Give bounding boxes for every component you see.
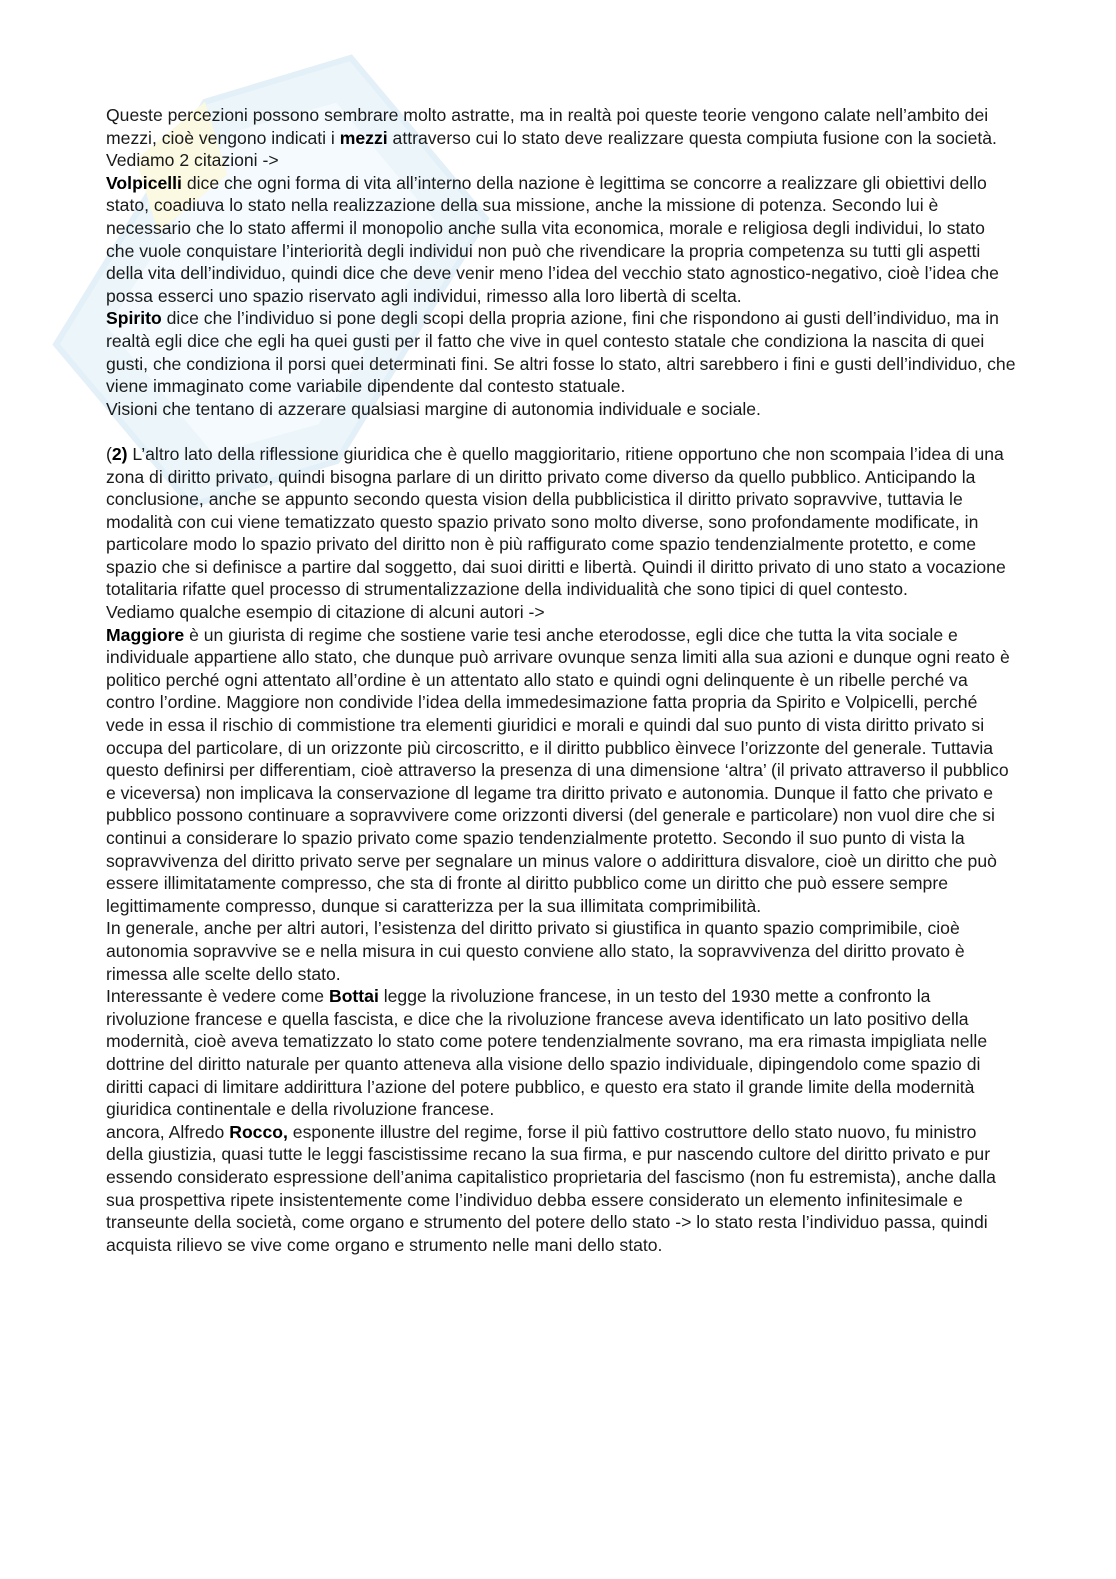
bold-text: 2) — [111, 443, 128, 464]
paragraph — [106, 104, 1018, 172]
text-run: legge la rivoluzione francese, in un testo del 1930 mette a confronto la rivoluzione francese e quella fascista, e dice che la rivoluzione francese aveva identificato un lato positivo della modernità, cioè aveva tematizzato lo stato come potere tendenzialmente sovrano, ma era rimasta impigliata nelle dottrine del diritto naturale per quanto atteneva alla visione dello spazio individuale, dipingendolo come spazio di diritti capaci di limitare addirittura l’azione del potere pubblico, e questo era stato il grande limite della modernità giuridica continentale e della rivoluzione francese. — [106, 986, 988, 1120]
paragraph-gap — [106, 420, 1018, 443]
text-run: Queste percezioni possono sembrare molto astratte, ma in realtà poi queste teorie vengono calate nell’ambito dei mezzi, cioè vengono indicati i — [106, 105, 989, 148]
text-run: dice che l’individuo si pone degli scopi della propria azione, fini che rispondono ai gusti dell’individuo, ma in realtà egli dice che egli ha quei gusti per il fatto che vive in quel contesto statale che condiziona la nascita di quei gusti, che condiziona il porsi quei determinati fini. Se altri fosse lo stato, altri sarebbero i fini e gusti dell’individuo, che viene immaginato come variabile dipendente dal contesto statuale. — [106, 308, 1016, 397]
paragraph — [106, 624, 1018, 918]
bold-text: Maggiore — [106, 624, 185, 645]
paragraph — [106, 601, 1018, 624]
paragraph — [106, 398, 1018, 421]
text-run: ancora, Alfredo — [106, 1121, 230, 1142]
paragraph — [106, 985, 1018, 1121]
text-run: Interessante è vedere come — [106, 986, 329, 1007]
paragraph — [106, 307, 1018, 397]
bold-text: mezzi — [339, 127, 388, 148]
text-run: In generale, anche per altri autori, l’esistenza del diritto privato si giustifica in quanto spazio comprimibile, cioè autonomia sopravvive se e nella misura in cui questo conviene allo stato, la sopravvivenza del diritto provato è rimessa alle scelte dello stato. — [106, 918, 965, 984]
document-body — [106, 104, 1018, 1256]
bold-text: Rocco, — [229, 1121, 288, 1142]
bold-text: Volpicelli — [106, 172, 182, 193]
text-run: dice che ogni forma di vita all’interno della nazione è legittima se concorre a realizzare gli obiettivi dello stato, coadiuva lo stato nella realizzazione della sua missione, anche la missione di potenza. Secondo lui è necessario che lo stato affermi il monopolio anche sulla vita economica, morale e religiosa degli individui, lo stato che vuole conquistare l’interiorità degli individui non può che rivendicare la propria competenza su tutti gli aspetti della vita dell’individuo, quindi dice che deve venir meno l’idea del vecchio stato agnostico-negativo, cioè l’idea che possa esserci uno spazio riservato agli individui, rimesso alla loro libertà di scelta. — [106, 172, 999, 306]
paragraph — [106, 443, 1018, 601]
paragraph — [106, 917, 1018, 985]
text-run: ( — [106, 443, 112, 464]
paragraph — [106, 172, 1018, 308]
text-run: è un giurista di regime che sostiene varie tesi anche eterodosse, egli dice che tutta la vita sociale e individuale appartiene allo stato, che dunque può arrivare ovunque senza limiti alla sua azioni e dunque ogni reato è politico perché ogni attentato all’ordine è un attentato allo stato e quindi ogni delinquente è un ribelle perché va contro l’ordine. Maggiore non condivide l’idea della immedesimazione fatta propria da Spirito e Volpicelli, perché vede in essa il rischio di commistione tra elementi giuridici e morali e quindi dal suo punto di vista diritto privato si occupa del particolare, di un orizzonte più circoscritto, e il diritto pubblico èinvece l’orizzonte del generale. Tuttavia questo definirsi per differentiam, cioè attraverso la presenza di una dimensione ‘altra’ (il privato attraverso il pubblico e viceversa) non implicava la conservazione dl legame tra diritto privato e autonomia. Dunque il fatto che privato e pubblico possono continuare a sopravvivere come orizzonti diversi (del generale e particolare) non vuol dire che si continui a considerare lo spazio privato come spazio tendenzialmente protetto. Secondo il suo punto di vista la sopravvivenza del diritto privato serve per segnalare un minus valore o addirittura disvalore, cioè un diritto che può essere illimitatamente compresso, che sta di fronte al diritto pubblico come un diritto che può essere sempre legittimamente compresso, dunque si caratterizza per la sua illimitata comprimibilità. — [106, 624, 1010, 916]
bold-text: Spirito — [106, 308, 162, 329]
text-run: Visioni che tentano di azzerare qualsiasi margine di autonomia individuale e sociale. — [106, 398, 761, 419]
text-run: esponente illustre del regime, forse il più fattivo costruttore dello stato nuovo, fu ministro della giustizia, quasi tutte le leggi fascistissime recano la sua firma, e pur nascendo cultore del diritto privato e pur essendo considerato espressione dell’anima capitalistico proprietaria del fascismo (non fu estremista), anche dalla sua prospettiva ripete insistentemente come l’individuo debba essere considerato un elemento infinitesimale e transeunte della società, come organo e strumento del potere dello stato -> lo stato resta l’individuo passa, quindi acquista rilievo se vive come organo e strumento nelle mani dello stato. — [106, 1121, 996, 1255]
paragraph — [106, 1121, 1018, 1257]
bold-text: Bottai — [328, 986, 379, 1007]
text-run: Vediamo qualche esempio di citazione di alcuni autori -> — [106, 602, 545, 623]
text-run: L’altro lato della riflessione giuridica che è quello maggioritario, ritiene opportuno che non scompaia l’idea di una zona di diritto privato, quindi bisogna parlare di un diritto privato come diverso da quello pubblico. Anticipando la conclusione, anche se appunto secondo questa vision della pubblicistica il diritto privato sopravvive, tuttavia le modalità con cui viene tematizzato questo spazio privato sono molto diverse, sono profondamente modificate, in particolare modo lo spazio privato del diritto non è più raffigurato come spazio tendenzialmente protetto, e come spazio che si definisce a partire dal soggetto, dai suoi diritti e libertà. Quindi il diritto privato di uno stato a vocazione totalitaria rifatte quel processo di strumentalizzazione della individualità che sono tipici di quel contesto. — [106, 443, 1006, 600]
text-run: attraverso cui lo stato deve realizzare questa compiuta fusione con la società. Vediamo 2 citazioni -> — [106, 127, 997, 171]
